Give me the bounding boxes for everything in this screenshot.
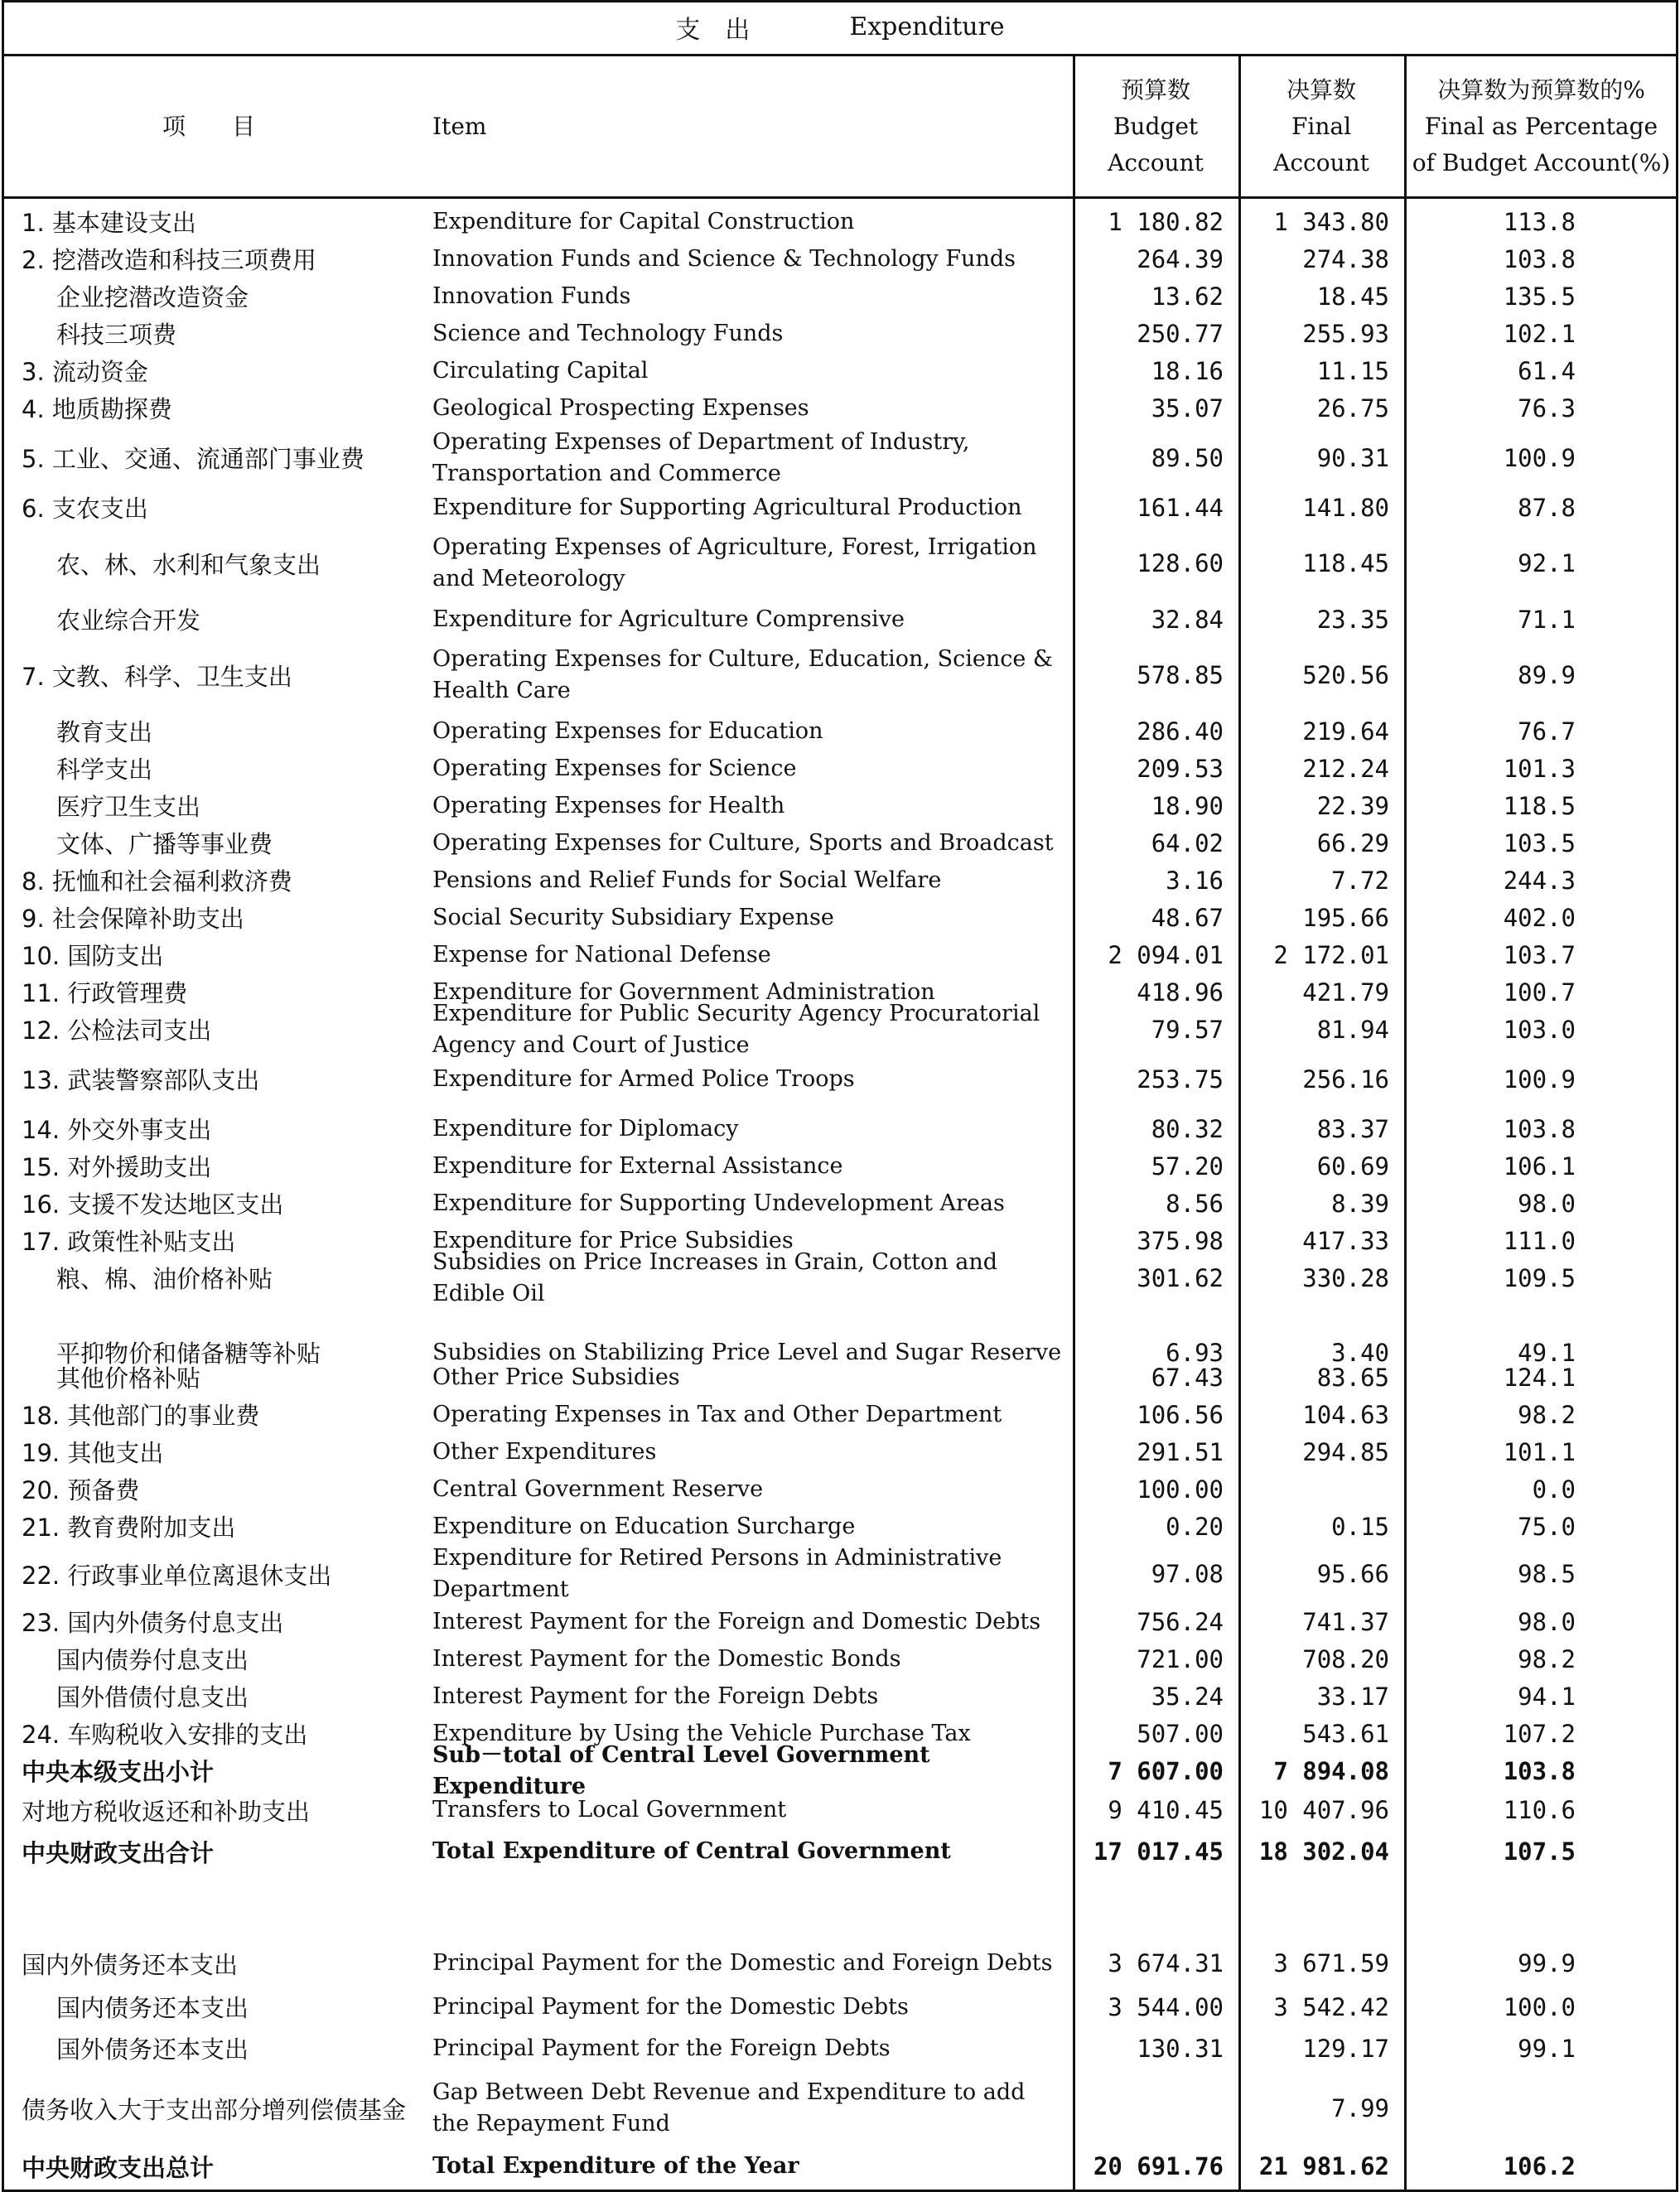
- row-item-en: Innovation Funds and Science & Technology Funds: [432, 245, 1016, 272]
- table-row: [2, 203, 1678, 240]
- row-item-en: Subsidies on Price Increases in Grain, Cotton and Edible Oil: [432, 1248, 998, 1306]
- row-pct: 100.0: [1503, 1992, 1576, 2021]
- row-final: 83.65: [1316, 1363, 1389, 1392]
- row-pct: 100.9: [1503, 443, 1576, 472]
- table-row: [2, 1508, 1678, 1545]
- row-budget: 264.39: [1137, 244, 1224, 273]
- row-item-en: Expenditure for Armed Police Troops: [432, 1065, 855, 1092]
- row-item-zh: 4. 地质勘探费: [22, 395, 172, 423]
- table-row: [2, 2071, 1678, 2146]
- row-final: 118.45: [1302, 549, 1389, 577]
- row-budget: 97.08: [1151, 1560, 1224, 1588]
- row-item-en: Transfers to Local Government: [432, 1797, 787, 1823]
- row-pct: 98.2: [1518, 1400, 1576, 1429]
- row-budget: 17 017.45: [1093, 1837, 1224, 1866]
- row-final: 3 542.42: [1273, 1992, 1389, 2021]
- row-final: 294.85: [1302, 1437, 1389, 1466]
- row-item-en: Operating Expenses for Science: [432, 755, 797, 781]
- row-item-zh: 14. 外交外事支出: [22, 1116, 212, 1144]
- row-final: 11.15: [1316, 356, 1389, 385]
- header-pct-en2: of Budget Account(%): [1412, 148, 1671, 176]
- row-final: [1240, 1470, 1389, 1508]
- table-row: [2, 2025, 1678, 2071]
- row-pct: 110.6: [1503, 1796, 1576, 1824]
- row-item-zh: 医疗卫生支出: [56, 793, 201, 821]
- row-item-en: Social Security Subsidiary Expense: [432, 904, 834, 930]
- header-item-zh: [2, 56, 416, 196]
- row-pct: 103.8: [1503, 244, 1576, 273]
- table-row: [2, 1359, 1678, 1396]
- row-budget: 6.93: [1166, 1338, 1224, 1367]
- header-budget: [1073, 56, 1238, 196]
- row-pct: 61.4: [1518, 356, 1576, 385]
- row-item-en: Central Government Reserve: [432, 1475, 764, 1502]
- header-item-en: [432, 56, 1062, 196]
- row-pct: 101.1: [1503, 1437, 1576, 1466]
- row-final: 219.64: [1302, 717, 1389, 746]
- row-item-en: Expenditure for Supporting Undevelopment Areas: [432, 1190, 1005, 1216]
- table-row: [2, 750, 1678, 787]
- table-row: [2, 1939, 1678, 1988]
- row-final: [1240, 1872, 1389, 1939]
- row-budget: [1074, 2071, 1224, 2146]
- table-row: [2, 1831, 1678, 1872]
- table-row: [2, 638, 1678, 712]
- row-pct: 103.7: [1503, 940, 1576, 969]
- row-budget: 18.90: [1151, 791, 1224, 820]
- row-pct: 99.9: [1518, 1949, 1576, 1977]
- row-pct: [1410, 2071, 1576, 2146]
- table-row: [2, 315, 1678, 352]
- row-budget: 286.40: [1137, 717, 1224, 746]
- row-item-en: Operating Expenses for Education: [432, 717, 823, 744]
- table-row: [2, 862, 1678, 899]
- row-item-en: Principal Payment for the Domestic Debts: [432, 1993, 909, 2020]
- row-budget: 32.84: [1151, 605, 1224, 634]
- row-pct: 75.0: [1518, 1512, 1576, 1541]
- row-item-en: Operating Expenses of Department of Industry, Transportation and Commerce: [432, 428, 970, 486]
- table-row: [2, 489, 1678, 526]
- row-final: 8.39: [1331, 1189, 1389, 1218]
- row-item-en: Operating Expenses of Agriculture, Forest, Irrigation and Meteorology: [432, 534, 1037, 591]
- row-item-en: Interest Payment for the Foreign Debts: [432, 1683, 879, 1709]
- table-row: [2, 1185, 1678, 1222]
- row-item-zh: 17. 政策性补贴支出: [22, 1228, 236, 1256]
- table-row: [2, 1678, 1678, 1715]
- row-final: 104.63: [1302, 1400, 1389, 1429]
- row-item-en: Principal Payment for the Domestic and Foreign Debts: [432, 1950, 1053, 1976]
- row-pct: 98.2: [1518, 1644, 1576, 1673]
- row-pct: 98.0: [1518, 1607, 1576, 1636]
- row-final: 274.38: [1302, 244, 1389, 273]
- row-item-zh: 12. 公检法司支出: [22, 1016, 212, 1045]
- row-budget: 48.67: [1151, 903, 1224, 932]
- header-pct-en1: Final as Percentage: [1424, 112, 1658, 140]
- row-pct: 101.3: [1503, 754, 1576, 783]
- row-budget: 64.02: [1151, 828, 1224, 857]
- row-final: 2 172.01: [1273, 940, 1389, 969]
- row-pct: 100.7: [1503, 978, 1576, 1007]
- row-item-en: Innovation Funds: [432, 282, 631, 309]
- row-pct: [1410, 1872, 1576, 1939]
- table-row: [2, 1470, 1678, 1508]
- row-budget: 3.16: [1166, 866, 1224, 895]
- header-final: [1238, 56, 1404, 196]
- table-row: [2, 601, 1678, 638]
- row-pct: 103.0: [1503, 1015, 1576, 1044]
- row-budget: 291.51: [1137, 1437, 1224, 1466]
- row-item-zh: 中央财政支出合计: [22, 1838, 215, 1867]
- table-row: [2, 240, 1678, 278]
- row-item-en: Operating Expenses for Culture, Education, Science & Health Care: [432, 646, 1053, 703]
- row-final: 22.39: [1316, 791, 1389, 820]
- row-item-en: Expenditure for Diplomacy: [432, 1115, 739, 1142]
- row-item-en: Circulating Capital: [432, 357, 649, 384]
- row-final: 330.28: [1302, 1263, 1389, 1292]
- row-item-zh: 11. 行政管理费: [22, 979, 188, 1007]
- row-budget: 301.62: [1137, 1263, 1224, 1292]
- row-item-en: Expenditure for Capital Construction: [432, 208, 855, 234]
- title-zh: 支 出: [675, 15, 751, 45]
- row-pct: 106.1: [1503, 1152, 1576, 1180]
- row-budget: 67.43: [1151, 1363, 1224, 1392]
- table-row: [2, 1789, 1678, 1831]
- row-budget: 721.00: [1137, 1644, 1224, 1673]
- row-final: 18.45: [1316, 282, 1389, 311]
- row-pct: 109.5: [1503, 1263, 1576, 1292]
- row-pct: 100.9: [1503, 1065, 1576, 1094]
- row-pct: 402.0: [1503, 903, 1576, 932]
- table-row: [2, 1872, 1678, 1939]
- table-row: [2, 389, 1678, 427]
- row-final: 0.15: [1331, 1512, 1389, 1541]
- row-item-zh: 其他价格补贴: [56, 1364, 201, 1393]
- row-final: 3 671.59: [1273, 1949, 1389, 1977]
- row-item-en: Subsidies on Stabilizing Price Level and Sugar Reserve: [432, 1339, 1062, 1365]
- row-budget: 507.00: [1137, 1719, 1224, 1748]
- row-final: 708.20: [1302, 1644, 1389, 1673]
- row-final: 129.17: [1302, 2034, 1389, 2063]
- row-budget: 35.24: [1151, 1682, 1224, 1711]
- row-final: 1 343.80: [1273, 207, 1389, 236]
- row-item-en: Gap Between Debt Revenue and Expenditure to add the Repayment Fund: [432, 2079, 1026, 2136]
- row-item-zh: 科技三项费: [56, 321, 177, 349]
- row-budget: 418.96: [1137, 978, 1224, 1007]
- row-final: 83.37: [1316, 1114, 1389, 1143]
- row-budget: 130.31: [1137, 2034, 1224, 2063]
- table-row: [2, 278, 1678, 315]
- row-item-zh: 粮、棉、油价格补贴: [56, 1265, 273, 1293]
- row-item-zh: 1. 基本建设支出: [22, 209, 196, 237]
- header-final-en1: Final: [1291, 112, 1352, 140]
- table-header: [2, 56, 1678, 199]
- row-final: 26.75: [1316, 393, 1389, 422]
- row-item-zh: 农业综合开发: [56, 606, 201, 635]
- row-final: 33.17: [1316, 1682, 1389, 1711]
- row-item-zh: 8. 抚恤和社会福利救济费: [22, 867, 292, 896]
- row-final: 543.61: [1302, 1719, 1389, 1748]
- table-row: [2, 2146, 1678, 2187]
- row-item-zh: 中央财政支出总计: [22, 2153, 215, 2182]
- row-item-zh: 农、林、水利和气象支出: [56, 550, 321, 579]
- header-final-en2: Account: [1273, 148, 1369, 176]
- row-item-en: Operating Expenses for Health: [432, 792, 785, 818]
- row-item-en: Expenditure on Education Surcharge: [432, 1513, 856, 1539]
- row-pct: 118.5: [1503, 791, 1576, 820]
- row-budget: 161.44: [1137, 493, 1224, 522]
- row-item-zh: 国内债券付息支出: [56, 1646, 249, 1674]
- row-budget: 18.16: [1151, 356, 1224, 385]
- row-pct: 106.2: [1503, 2152, 1576, 2180]
- row-budget: 250.77: [1137, 319, 1224, 348]
- header-budget-en1: Budget: [1113, 112, 1199, 140]
- header-pct-zh: 决算数为预算数的%: [1437, 75, 1645, 104]
- row-item-zh: 7. 文教、科学、卫生支出: [22, 662, 292, 691]
- row-item-zh: 国内外债务还本支出: [22, 1950, 239, 1979]
- row-item-zh: 13. 武装警察部队支出: [22, 1066, 260, 1094]
- row-item-en: Other Price Subsidies: [432, 1364, 680, 1390]
- row-final: 417.33: [1302, 1226, 1389, 1255]
- row-final: 10 407.96: [1258, 1796, 1389, 1824]
- row-item-en: Expense for National Defense: [432, 941, 771, 968]
- row-pct: 103.8: [1503, 1756, 1576, 1785]
- row-final: 7.99: [1331, 2094, 1389, 2122]
- title-en: Expenditure: [849, 12, 1005, 41]
- row-final: 741.37: [1302, 1607, 1389, 1636]
- row-pct: 102.1: [1503, 319, 1576, 348]
- table-row: [2, 1603, 1678, 1640]
- row-budget: 7 607.00: [1108, 1756, 1224, 1785]
- row-item-zh: 15. 对外援助支出: [22, 1153, 212, 1181]
- row-pct: 107.5: [1503, 1837, 1576, 1866]
- table-row: [2, 1248, 1678, 1306]
- row-item-en: Pensions and Relief Funds for Social Welfare: [432, 867, 942, 893]
- row-final: 7 894.08: [1273, 1756, 1389, 1785]
- row-item-en: Expenditure for External Assistance: [432, 1152, 843, 1179]
- row-item-en: Total Expenditure of the Year: [432, 2153, 799, 2179]
- table-row: [2, 526, 1678, 601]
- row-budget: 89.50: [1151, 443, 1224, 472]
- row-pct: 76.7: [1518, 717, 1576, 746]
- table-row: [2, 936, 1678, 973]
- row-item-zh: 企业挖潜改造资金: [56, 283, 249, 311]
- row-pct: 103.5: [1503, 828, 1576, 857]
- row-budget: 13.62: [1151, 282, 1224, 311]
- row-item-en: Expenditure by Using the Vehicle Purchase Tax: [432, 1720, 971, 1746]
- row-item-en: Operating Expenses in Tax and Other Department: [432, 1401, 1002, 1427]
- row-item-en: Sub－total of Central Level Government Expenditure: [432, 1741, 930, 1799]
- row-budget: 0.20: [1166, 1512, 1224, 1541]
- row-pct: 76.3: [1518, 393, 1576, 422]
- row-budget: 35.07: [1151, 393, 1224, 422]
- table-row: [2, 712, 1678, 750]
- row-final: 21 981.62: [1258, 2152, 1389, 2180]
- row-item-zh: 国外债务还本支出: [56, 2035, 249, 2064]
- row-budget: 79.57: [1151, 1015, 1224, 1044]
- row-final: 23.35: [1316, 605, 1389, 634]
- row-item-zh: 6. 支农支出: [22, 495, 148, 523]
- row-pct: 111.0: [1503, 1226, 1576, 1255]
- row-pct: 99.1: [1518, 2034, 1576, 2063]
- row-pct: 92.1: [1518, 549, 1576, 577]
- row-item-zh: [22, 1872, 411, 1939]
- row-item-en: [432, 1872, 1062, 1939]
- row-final: 212.24: [1302, 754, 1389, 783]
- row-pct: 0.0: [1532, 1475, 1576, 1504]
- row-budget: 20 691.76: [1093, 2152, 1224, 2180]
- table-row: [2, 899, 1678, 936]
- row-pct: 49.1: [1518, 1338, 1576, 1367]
- row-item-zh: 16. 支援不发达地区支出: [22, 1190, 284, 1219]
- row-final: 421.79: [1302, 978, 1389, 1007]
- row-budget: 57.20: [1151, 1152, 1224, 1180]
- header-item-en-label: Item: [432, 112, 487, 140]
- row-item-en: Operating Expenses for Culture, Sports and Broadcast: [432, 829, 1054, 856]
- row-item-en: Expenditure for Agriculture Comprensive: [432, 606, 905, 632]
- row-pct: 113.8: [1503, 207, 1576, 236]
- row-item-zh: 19. 其他支出: [22, 1439, 164, 1467]
- row-final: 195.66: [1302, 903, 1389, 932]
- row-item-zh: 教育支出: [56, 718, 153, 746]
- row-pct: 89.9: [1518, 661, 1576, 689]
- row-item-zh: 22. 行政事业单位离退休支出: [22, 1561, 332, 1590]
- row-budget: 578.85: [1137, 661, 1224, 689]
- row-item-zh: 国内债务还本支出: [56, 1994, 249, 2022]
- row-item-en: Interest Payment for the Foreign and Domestic Debts: [432, 1608, 1041, 1634]
- header-budget-zh: 预算数: [1120, 75, 1190, 104]
- row-pct: 135.5: [1503, 282, 1576, 311]
- table-row: [2, 824, 1678, 862]
- row-item-zh: 对地方税收返还和补助支出: [22, 1797, 311, 1826]
- row-final: 81.94: [1316, 1015, 1389, 1044]
- row-item-en: Science and Technology Funds: [432, 320, 784, 346]
- row-pct: 71.1: [1518, 605, 1576, 634]
- row-pct: 124.1: [1503, 1363, 1576, 1392]
- row-pct: 94.1: [1518, 1682, 1576, 1711]
- table-row: [2, 352, 1678, 389]
- table-row: [2, 1000, 1678, 1058]
- row-item-en: Expenditure for Retired Persons in Administrative Department: [432, 1545, 1002, 1602]
- table-row: [2, 1640, 1678, 1678]
- table-title: [2, 0, 1678, 56]
- row-budget: 209.53: [1137, 754, 1224, 783]
- table-row: [2, 1545, 1678, 1603]
- header-item-zh-label: 项 目: [162, 112, 255, 140]
- row-final: 256.16: [1302, 1065, 1389, 1094]
- row-final: 66.29: [1316, 828, 1389, 857]
- row-item-zh: 5. 工业、交通、流通部门事业费: [22, 445, 364, 473]
- table-row: [2, 1048, 1678, 1110]
- header-pct: [1404, 56, 1678, 196]
- row-item-en: Expenditure for Price Subsidies: [432, 1227, 794, 1253]
- row-budget: 3 674.31: [1108, 1949, 1224, 1977]
- row-final: 60.69: [1316, 1152, 1389, 1180]
- table-row: [2, 1433, 1678, 1470]
- table-row: [2, 1988, 1678, 2025]
- table-row: [2, 1110, 1678, 1147]
- row-item-zh: 21. 教育费附加支出: [22, 1514, 236, 1542]
- row-item-zh: 科学支出: [56, 756, 153, 784]
- row-item-zh: 文体、广播等事业费: [56, 830, 273, 858]
- row-budget: [1074, 1872, 1224, 1939]
- row-budget: 1 180.82: [1108, 207, 1224, 236]
- row-item-zh: 23. 国内外债务付息支出: [22, 1609, 284, 1637]
- row-final: 95.66: [1316, 1560, 1389, 1588]
- row-item-zh: 中央本级支出小计: [22, 1758, 215, 1786]
- row-final: 90.31: [1316, 443, 1389, 472]
- row-item-en: Expenditure for Government Administration: [432, 978, 935, 1005]
- row-budget: 9 410.45: [1108, 1796, 1224, 1824]
- row-pct: 98.5: [1518, 1560, 1576, 1588]
- row-item-zh: 国外借债付息支出: [56, 1683, 249, 1712]
- row-final: 520.56: [1302, 661, 1389, 689]
- row-budget: 253.75: [1137, 1065, 1224, 1094]
- row-item-zh: 2. 挖潜改造和科技三项费用: [22, 246, 316, 274]
- table-row: [2, 1147, 1678, 1185]
- table-row: [2, 787, 1678, 824]
- row-budget: 106.56: [1137, 1400, 1224, 1429]
- row-budget: 128.60: [1137, 549, 1224, 577]
- row-item-en: Other Expenditures: [432, 1438, 657, 1465]
- table-row: [2, 1741, 1678, 1799]
- row-item-en: Expenditure for Supporting Agricultural Production: [432, 494, 1022, 520]
- header-budget-en2: Account: [1108, 148, 1204, 176]
- row-item-zh: 24. 车购税收入安排的支出: [22, 1721, 308, 1749]
- row-final: 7.72: [1331, 866, 1389, 895]
- row-item-zh: 10. 国防支出: [22, 942, 164, 970]
- row-budget: 8.56: [1166, 1189, 1224, 1218]
- row-final: 3.40: [1331, 1338, 1389, 1367]
- row-item-en: Total Expenditure of Central Government: [432, 1838, 951, 1864]
- expenditure-table: [2, 0, 1678, 2192]
- row-budget: 375.98: [1137, 1226, 1224, 1255]
- row-budget: 2 094.01: [1108, 940, 1224, 969]
- row-budget: 80.32: [1151, 1114, 1224, 1143]
- table-row: [2, 427, 1678, 489]
- row-pct: 103.8: [1503, 1114, 1576, 1143]
- row-final: 18 302.04: [1258, 1837, 1389, 1866]
- row-item-zh: 3. 流动资金: [22, 358, 148, 386]
- row-item-zh: 20. 预备费: [22, 1476, 140, 1504]
- table-row: [2, 1396, 1678, 1433]
- row-item-zh: 债务收入大于支出部分增列偿债基金: [22, 2095, 407, 2124]
- row-budget: 100.00: [1137, 1475, 1224, 1504]
- row-pct: 244.3: [1503, 866, 1576, 895]
- row-pct: 87.8: [1518, 493, 1576, 522]
- row-final: 255.93: [1302, 319, 1389, 348]
- row-pct: 107.2: [1503, 1719, 1576, 1748]
- row-item-zh: 18. 其他部门的事业费: [22, 1402, 260, 1430]
- row-budget: 3 544.00: [1108, 1992, 1224, 2021]
- row-item-en: Geological Prospecting Expenses: [432, 394, 809, 421]
- row-item-en: Interest Payment for the Domestic Bonds: [432, 1645, 901, 1672]
- header-final-zh: 决算数: [1286, 75, 1356, 104]
- row-item-en: Principal Payment for the Foreign Debts: [432, 2035, 891, 2061]
- row-final: 141.80: [1302, 493, 1389, 522]
- row-budget: 756.24: [1137, 1607, 1224, 1636]
- row-pct: 98.0: [1518, 1189, 1576, 1218]
- row-item-zh: 平抑物价和储备糖等补贴: [56, 1340, 321, 1368]
- row-item-zh: 9. 社会保障补助支出: [22, 905, 244, 933]
- row-item-en: Expenditure for Public Security Agency Procuratorial Agency and Court of Justice: [432, 1000, 1040, 1058]
